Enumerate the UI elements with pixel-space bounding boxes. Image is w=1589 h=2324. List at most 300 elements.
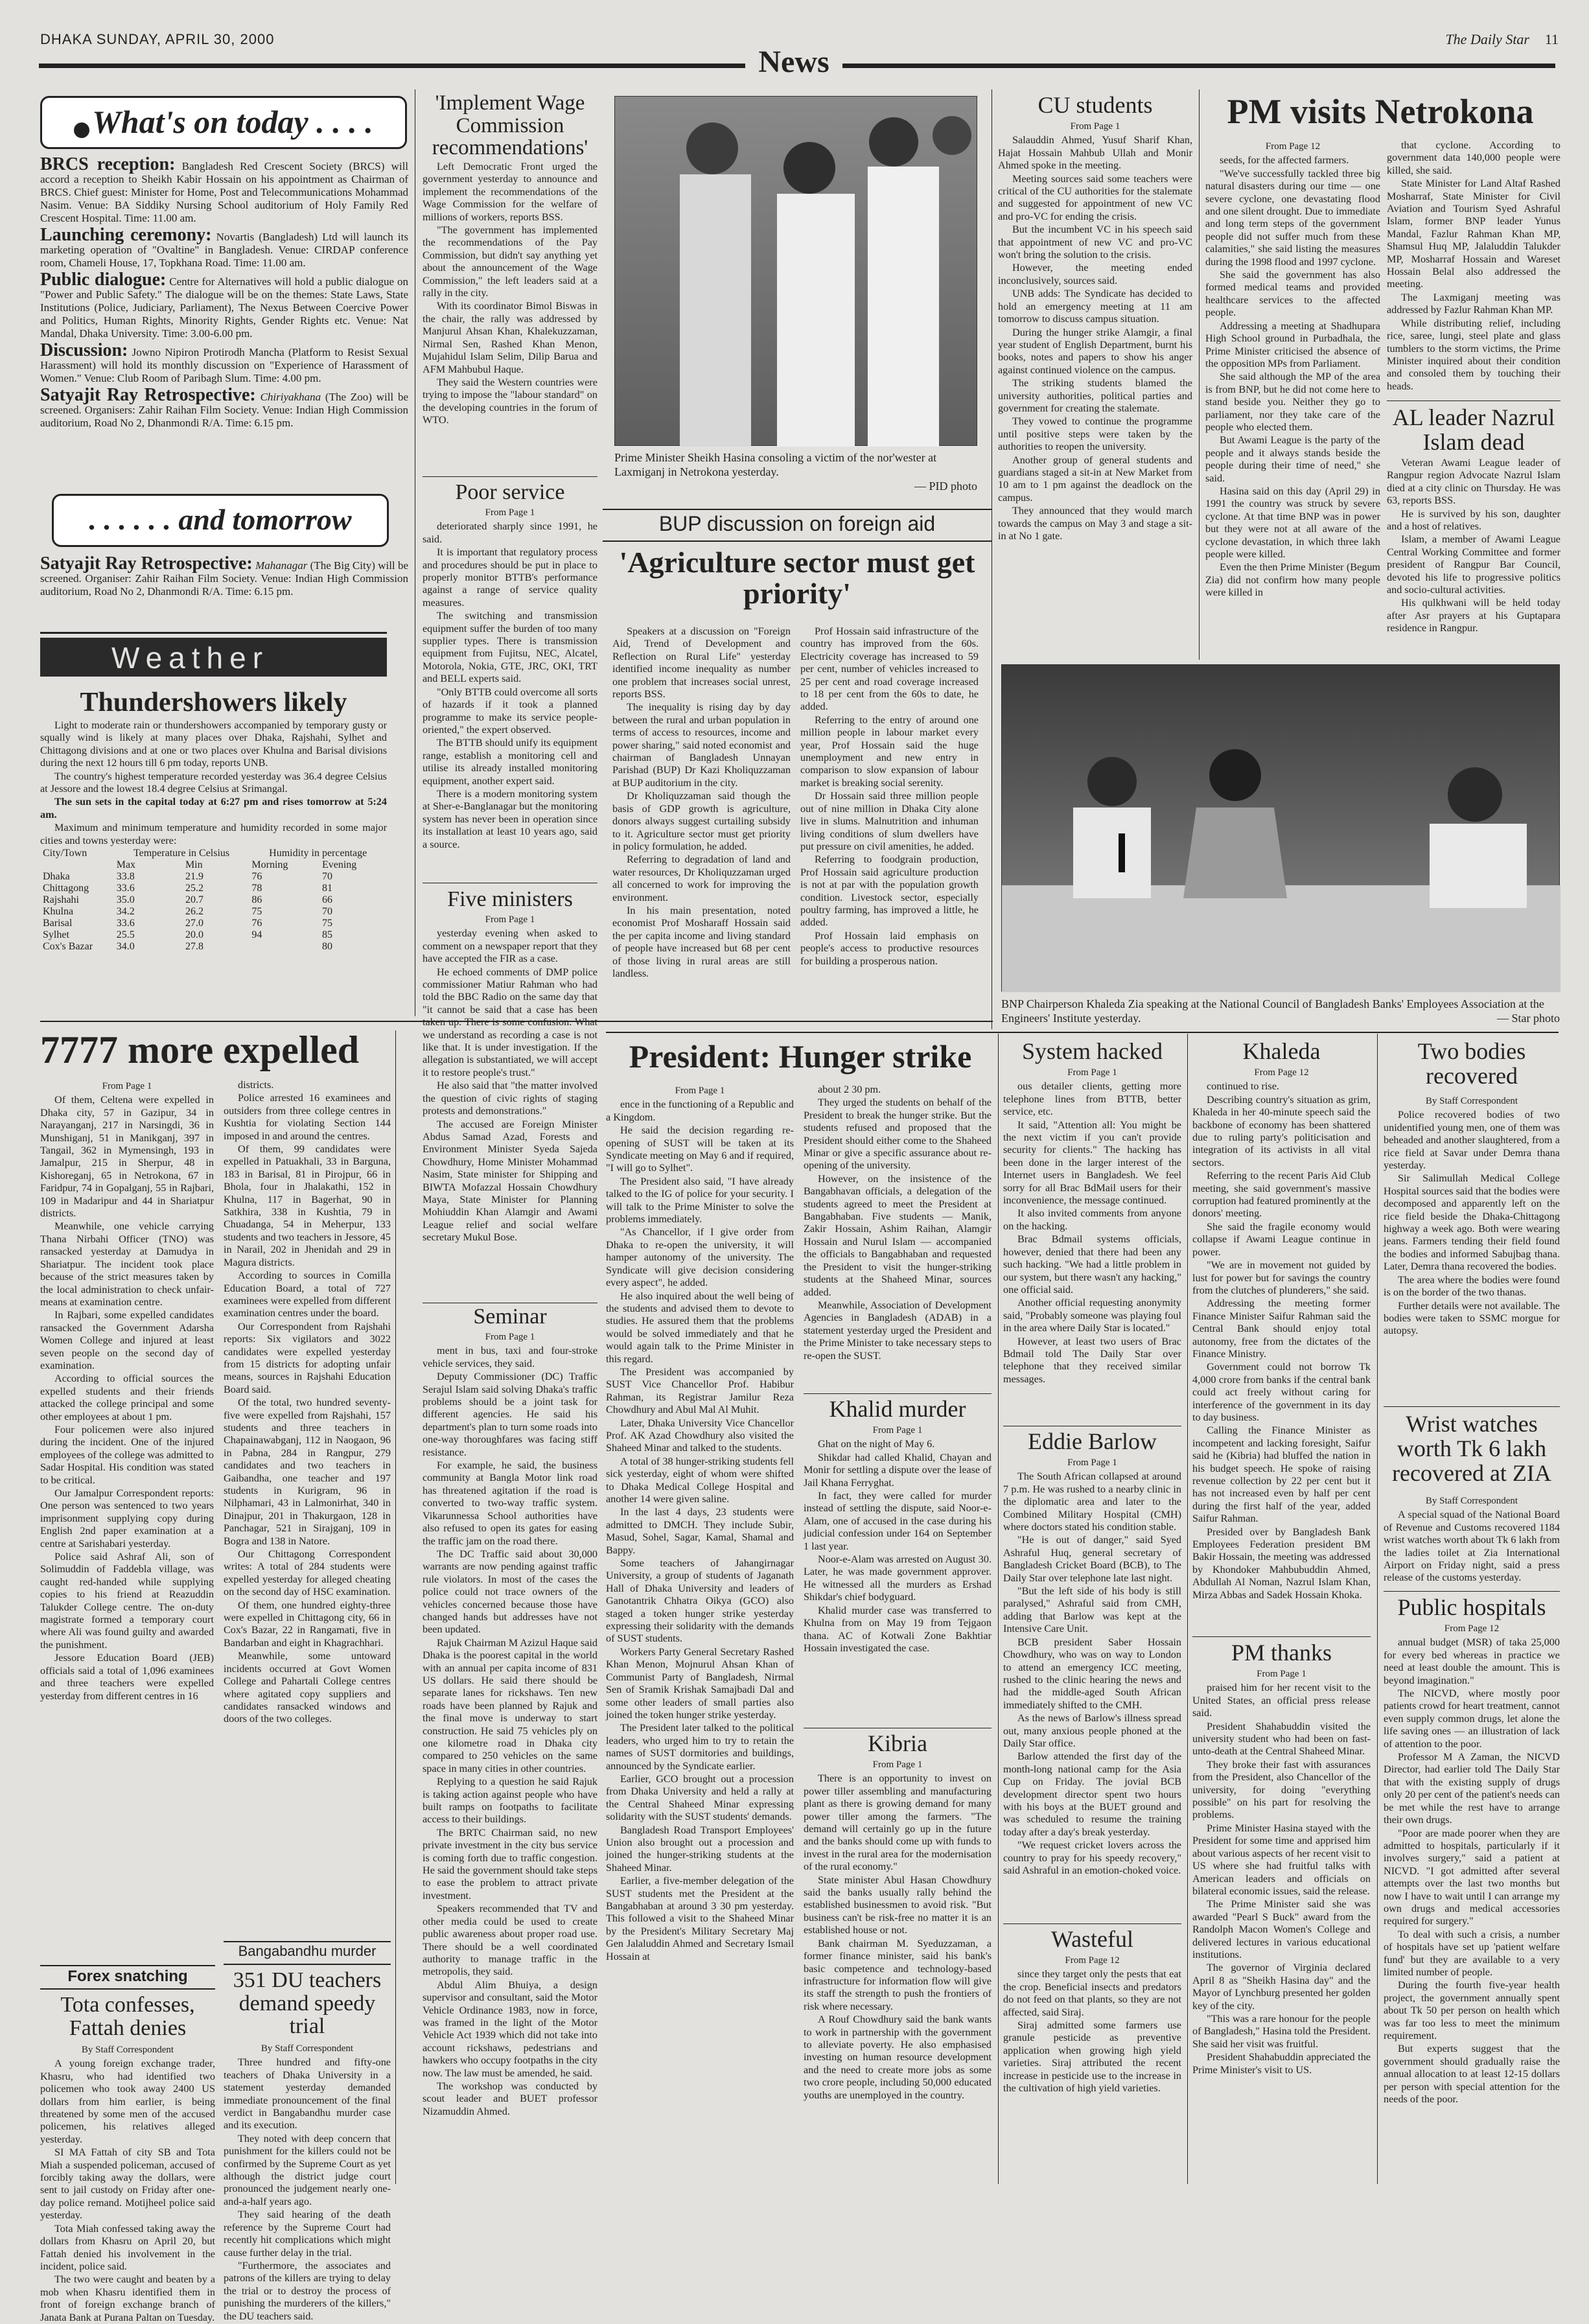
from-page: From Page 1	[485, 507, 535, 518]
paragraph: "Poor are made poorer when they are admitted to hospitals, particularly if it involves surgery," said a patient at NICVD. "I got admitted after several attempts over the last two months but now I have to wait until I can arrange my own drugs and medical accessories required for surgery."	[1384, 1827, 1560, 1927]
paragraph: ment in bus, taxi and four-stroke vehicle services, they said.	[423, 1345, 597, 1369]
weather-headline: Thundershowers likely	[80, 688, 347, 717]
paragraph: Presided over by Bangladesh Bank Employees Federation president BM Bakir Hossain, the meeting was addressed by Khondoker Mahbubuddin Ahmed, Abdullah Al Noman, Nazrul Islam Khan, Mirza Abbas and Sadek Hossain Khoka.	[1192, 1526, 1371, 1601]
from-page: From Page 1	[675, 1086, 725, 1096]
paragraph: "But the left side of his body is still paralysed," Ashraful said from CMH, adding that Barlow was kept at the Intensive Care Unit.	[1003, 1585, 1181, 1635]
poor-service-body	[423, 505, 597, 881]
paragraph: The President also said, "I have already talked to the IG of police for your security. I will talk to the Prime Minister to solve the problems immediately.	[606, 1175, 794, 1226]
col-divider-5	[998, 1034, 999, 2184]
from-page: From Page 1	[1257, 1669, 1306, 1679]
paragraph: Earlier, a five-member delegation of the SUST students met the President at the Bangabhaban at around 3 30 pm yesterday. This followed a visit to the Shaheed Minar by the President's Military Secretary Maj Gen Jalaluddin Ahmed and Secretary Ismail Hossain at	[606, 1875, 794, 1962]
two-bodies-headline: Two bodies recovered	[1417, 1038, 1526, 1089]
paragraph: Of them, one hundred eighty-three were expelled in Chittagong city, 66 in Cox's Bazar, 22 in Rangamati, five in Bandarban and eight in Khagrachhari.	[224, 1599, 391, 1649]
paragraph: President Shahabuddin visited the university student who had been on fast-unto-death at the Central Shaheed Minar.	[1192, 1720, 1371, 1758]
murder-kicker: Bangabandhu murder	[238, 1943, 377, 1959]
caption-text: Prime Minister Sheikh Hasina consoling a victim of the nor'wester at Laxmiganj in Netrokona yesterday.	[614, 451, 937, 478]
nazrul-body	[1387, 457, 1560, 658]
paragraph: Shikdar had called Khalid, Chayan and Monir for settling a dispute over the lease of Jail Khana Ferryghat.	[804, 1451, 992, 1489]
weather-row	[40, 929, 387, 941]
weather-text-3: Maximum and minimum temperature and humidity recorded in some major cities and towns yesterday were:	[40, 822, 387, 846]
seminar-body	[423, 1330, 597, 2184]
paragraph: They broke their fast with assurances from the President, also Chancellor of the university, for doing "everything possible" on his part for resolving the problems.	[1192, 1758, 1371, 1821]
paragraph: Hasina said on this day (April 29) in 1991 the country was struck by severe cyclone. At that time BNP was in power but they were not at all aware of the cyclone devastation, in which three lakh people were killed.	[1205, 485, 1380, 560]
paragraph: that cyclone. According to government data 140,000 people were killed, she said.	[1387, 139, 1560, 176]
paragraph: "We've successfully tackled three big natural disasters during our time — one severe cyclone, one devastating flood and one silent drought. Due to immediate and long term steps of the government people did not suffer much from these calamities," she said listing the measures during the 1998 flood and 1997 cyclone.	[1205, 167, 1380, 268]
col-temp: Temperature in Celsius	[133, 848, 230, 859]
system-hacked-body	[1003, 1065, 1181, 1425]
col-divider-7	[1377, 1034, 1378, 2184]
weather-top-rule	[40, 632, 387, 634]
event-lead: Satyajit Ray Retrospective:	[40, 385, 256, 405]
paper-name: The Daily Star	[1445, 31, 1529, 47]
paragraph: However, on the insistence of the Bangabhavan officials, a delegation of the students agreed to meet the President at Bangabhaban. Five students — Manik, Zakir Hossain, Ashim Raihan, Alamgir Hossain and Nurul Islam — accompanied the officials to Bangabhaban and requested the President to visit the hunger-striking students at the Shaheed Minar, sources added.	[804, 1172, 992, 1298]
paragraph: Deputy Commissioner (DC) Traffic Serajul Islam said solving Dhaka's traffic problems should be a joint task for different agencies. He said his department's plan to turn some roads into one-way thoroughfares was facing stiff resistance.	[423, 1371, 597, 1458]
paragraph: They announced that they would march towards the campus on May 3 and stage a sit-in at No 1 gate.	[998, 505, 1192, 542]
event-item	[40, 385, 409, 430]
paragraph: "This was a rare honour for the people of Bangladesh," Hasina told the President. She said her visit was fruitful.	[1192, 2012, 1371, 2050]
expelled-col-1	[40, 1079, 214, 1964]
paragraph: Police arrested 16 examinees and outsiders from three college centres in Kushtia for violating Section 144 imposed in and around the centres.	[224, 1092, 391, 1142]
event-lead: Satyajit Ray Retrospective:	[40, 553, 253, 574]
watches-rule	[1384, 1406, 1560, 1407]
paragraph: Speakers at a discussion on "Foreign Aid, Trend of Development and Reflection on Rural Life" yesterday identified income inequality as number one problem that increases social unrest, reports BSS.	[612, 625, 791, 701]
paragraph: Tota Miah confessed taking away the dollars from Khasru on April 20, but Fattah denied his involvement in the incident, police said.	[40, 2222, 215, 2272]
event-item	[40, 340, 409, 385]
expelled-headline: 7777 more expelled	[40, 1028, 360, 1071]
paragraph: Another group of general students and guardians staged a sit-in at New Market from 10 am to 1 pm against the deadlock on the campus.	[998, 454, 1192, 504]
cu-students-headline: CU students	[1038, 92, 1153, 118]
weather-cell: 75	[321, 918, 332, 929]
paragraph: A total of 38 hunger-striking students fell sick yesterday, eight of whom were shifted to Dhaka Medical College Hospital and another 14 were given saline.	[606, 1455, 794, 1505]
wage-body	[423, 161, 597, 478]
byline: By Staff Correspondent	[261, 2043, 354, 2054]
event-text: Centre for Alternatives will hold a public dialogue on "Power and Public Safety." The dialogue will be on the themes: State Laws, State Institutions (Police, Judiciary, Parliament), The Nexus Between Coercive Power and Politics, Human Rights, Minority Rights, Gender Rights etc. Venue: Nat Mandal, Dhaka University. Time: 3.00-6.00 pm.	[40, 275, 408, 340]
paragraph: "As Chancellor, if I give order from Dhaka to re-open the university, it will hamper autonomy of the university. The Syndicate will give decision considering every aspect", he added.	[606, 1226, 794, 1289]
paragraph: BCB president Saber Hossain Chowdhury, who was on way to London to attend an emergency ICC meeting, rushed to the clinic hearing the news and had the middle-aged South African immediately shifted to the CMH.	[1003, 1636, 1181, 1711]
weather-cell: 76	[251, 918, 262, 929]
col-morning: Morning	[251, 859, 288, 871]
paragraph: continued to rise.	[1207, 1080, 1279, 1093]
event-lead: Launching ceremony:	[40, 225, 212, 245]
from-page: From Page 1	[1070, 121, 1120, 132]
paragraph: In Rajbari, some expelled candidates ransacked the Government Adarsha Women College and injured at least seven people on the second day of examination.	[40, 1309, 214, 1371]
paragraph: Workers Party General Secretary Rashed Khan Menon, Mojnurul Ahsan Khan of Communist Party of Bangladesh, Nirmal Sen of Sramik Krishak Samajbadi Dal and some other leaders of small parties also joined the token hunger strike yesterday.	[606, 1645, 794, 1721]
paragraph: He said the decision regarding re-opening of SUST will be taken at its Syndicate meeting on May 6 and if required, "I will go to Sylhet".	[606, 1124, 794, 1174]
paragraph: She said the government has also formed medical teams and provided healthcare services to the affected people.	[1205, 269, 1380, 319]
pm-visits-headline: PM visits Netrokona	[1227, 92, 1534, 131]
paragraph: But experts suggest that the government should gradually raise the annual allocation to at least 12-15 dollars per person with special attention for the needs of the poor.	[1384, 2043, 1560, 2106]
paragraph: The governor of Virginia declared April 8 as "Sheikh Hasina day" and the Mayor of Lynchburg presented her golden key of the city.	[1192, 1962, 1371, 2012]
weather-cell: 33.8	[116, 871, 135, 883]
weather-cell: Rajshahi	[43, 894, 79, 906]
paragraph: Prof Hossain said infrastructure of the country has improved from the 60s. Electricity coverage has increased to 59 per cent, number of vehicles increased to 25 per cent and road coverage increased to 18 per cent from the 60s to date, he added.	[800, 625, 979, 713]
paragraph: SI MA Fattah of city SB and Tota Miah a suspended policeman, accused of forcibly taking away the dollars, were sent to jail custody on Friday after one-day police remand. Motijheel police said yesterday.	[40, 2146, 215, 2222]
from-page: From Page 1	[1067, 1067, 1117, 1078]
weather-cell: Sylhet	[43, 929, 69, 941]
paragraph: Referring to foodgrain production, Prof Hossain said agriculture production is not at par with the population growth condition. Livestock sector, especially poultry farming, has improved a little, he added.	[800, 854, 979, 929]
paragraph: The South African collapsed at around 7 p.m. He was rushed to a nearby clinic in the diplomatic area and later to the Combined Military Hospital (CMH) where doctors stated his condition stable.	[1003, 1470, 1181, 1533]
col-divider-4	[1199, 89, 1200, 660]
paragraph: Our Jamalpur Correspondent reports: One person was sentenced to two years imprisonment supplying copy during English 2nd paper examination at a centre at Sarishabari yesterday.	[40, 1487, 214, 1550]
paragraph: There is a modern monitoring system at Sher-e-Banglanagar but the monitoring system has never been in operation since its installation at least 10 years ago, said a source.	[423, 787, 597, 850]
from-page: From Page 1	[872, 1760, 923, 1770]
forex-body	[40, 2043, 215, 2323]
paragraph: Jessore Education Board (JEB) officials said a total of 1,096 examinees and three teachers were expelled yesterday from different centres in 16	[40, 1652, 214, 1702]
paragraph: Calling the Finance Minister as incompetent and lacking foresight, Saifur said he (Kibria) had bluffed the nation in his budget speech. He spoke of raising revenue collection by 22 per cent but it has not increased even by half per cent during the first half of the year, added Saifur Rahman.	[1192, 1424, 1371, 1525]
paragraph: It said, "Attention all: You might be the next victim if you can't provide security for clients." The hacking has been done in the larger interest of the Internet users in Bangladesh. We feel sorry for all Brac BdMail users for their inconvenience, the message continued.	[1003, 1119, 1181, 1207]
weather-cell: 66	[321, 894, 332, 906]
two-bodies-body	[1384, 1094, 1560, 1405]
paragraph: Of the total, two hundred seventy-five were expelled from Rajshahi, 157 students and three teachers in Chapainawabganj, 112 in Naogaon, 96 in Pabna, 284 in Rangpur, 279 candidates and two teachers in Gaibandha, one teacher and 197 students in Kurigram, 96 in Nilphamari, 43 in Lalmonirhat, 340 in Dinajpur, 201 in Thakurgaon, 128 in Panchagar, 521 in Sirajganj, 109 in Bogra and 138 in Natore.	[224, 1397, 391, 1547]
seminar-headline: Seminar	[423, 1305, 597, 1331]
from-page: From Page 12	[1254, 1067, 1309, 1078]
paragraph: Brac Bdmail systems officials, however, denied that there had been any such hacking. "We had a little problem in our system, but there wasn't any hacking," one official said.	[1003, 1233, 1181, 1296]
banner-title: . . . . . . and tomorrow	[89, 503, 352, 536]
paragraph: They noted with deep concern that punishment for the killers could not be confirmed by the Supreme Court as yet although the district judge court pronounced the judgement nearly one-and-a-half years ago.	[224, 2132, 391, 2207]
paragraph: The President was accompanied by SUST Vice Chancellor Prof. Habibur Rahman, its Registrar Jamilur Reza Chowdhury and Abul Mal Al Muhit.	[606, 1365, 794, 1416]
paragraph: The inequality is rising day by day between the rural and urban population in terms of access to resources, income and power sharing," said noted economist and chairman of Bangladesh Unnayan Parishad (BUP) Dr Kazi Kholiquzzaman at BUP auditorium in the city.	[612, 701, 791, 789]
col-city: City/Town	[43, 848, 87, 859]
paragraph: Meanwhile, Association of Development Agencies in Bangladesh (ADAB) in a statement yesterday urged the President and the Prime Minister to take necessary steps to re-open the SUST.	[804, 1299, 992, 1362]
page-number: 11	[1544, 31, 1559, 47]
event-film-title: Chiriyakhana	[260, 391, 321, 403]
paragraph: He also inquired about the well being of the students and advised them to devote to studies. He assured them that the problems would be solved immediately and that he would again talk to the Prime Minister in this regard.	[606, 1290, 794, 1365]
event-item	[40, 553, 408, 598]
kibria-headline: Kibria	[868, 1730, 927, 1756]
event-lead: Public dialogue:	[40, 270, 167, 290]
paragraph: Bangladesh Road Transport Employees' Union also brought out a procession and joined the hunger-striking students at the Shaheed Minar.	[606, 1824, 794, 1874]
khalid-rule	[804, 1393, 992, 1394]
from-page: From Page 12	[1265, 141, 1321, 152]
col-humidity: Humidity in percentage	[269, 848, 367, 859]
caption-text: BNP Chairperson Khaleda Zia speaking at the National Council of Bangladesh Banks' Employees Association at the Engineers' Institute yesterday.	[1001, 997, 1544, 1025]
nazrul-headline: AL leader Nazrul Islam dead	[1392, 404, 1555, 455]
paragraph: In fact, they were called for murder instead of settling the dispute, said Noor-e-Alam, one of accused in the case during his judicial confession under 164 on September 1 last year.	[804, 1490, 992, 1552]
bullet-dot	[74, 122, 89, 138]
paragraph: Some teachers of Jahangirnagar University, a group of students of Jaganath Hall of Dhaka University and leaders of Ganotantrik Chhatra Oikya (GCO) also staged a token hunger strike yesterday expressing their solidarity with the demands of SUST students.	[606, 1557, 794, 1645]
khalid-murder-body	[804, 1423, 992, 1728]
paragraph: But the incumbent VC in his speech said that appointment of new VC and pro-VC won't bring the solution to the crisis.	[998, 224, 1192, 261]
paragraph: They urged the students on behalf of the President to break the hunger strike. But the students refused and proposed that the President should either come to the Shaheed Minar or give a specific assurance about re-opening of the university.	[804, 1097, 992, 1172]
event-item	[40, 270, 408, 340]
weather-report	[40, 719, 387, 1015]
weather-cell: 33.6	[116, 918, 135, 929]
weather-cell: 21.9	[185, 871, 203, 883]
weather-cell: 80	[321, 941, 332, 953]
forex-headline: Tota confesses, Fattah denies	[60, 1993, 195, 2040]
paragraph: He echoed comments of DMP police commissioner Matiur Rahman who had told the BBC Radio on the same day that "it cannot be said that a case has been taken up. There is some confusion. What we understand as recording a case is not like that. It is under investigation. If the allegation is substantiated, we will accept it to restore people's trust."	[423, 966, 597, 1078]
khalid-murder-headline: Khalid murder	[829, 1396, 966, 1422]
weather-cell: 20.0	[185, 929, 203, 941]
paragraph: "The government has implemented the recommendations of the Pay Commission, but didn't say anything yet about the announcement of the Wage Commission," the left leaders said at a rally in the city.	[423, 224, 597, 299]
weather-cell: 25.5	[116, 929, 135, 941]
forex-rule-2	[40, 1988, 215, 1990]
whats-on-today-list	[40, 154, 409, 495]
paragraph: seeds, for the affected farmers.	[1220, 154, 1349, 167]
paragraph: Referring to the entry of around one million people in labour market every year, Prof Hossain said the huge unemployment and new entry in comparison to slow expansion of labour market is breaking social serenity.	[800, 714, 979, 789]
from-page: From Page 1	[1067, 1458, 1117, 1468]
paragraph: The BTTB should unify its equipment range, establish a monitoring cell and utilise its already installed monitoring equipment, another expert said.	[423, 737, 597, 787]
paragraph: A Rouf Chowdhury said the bank wants to work in partnership with the government to alleviate poverty. He also emphasised investing on human resource development and the need to create more jobs as some two crore people, including 50,000 educated youths are unemployed in the country.	[804, 2014, 992, 2101]
forex-kicker: Forex snatching	[67, 1968, 188, 1985]
paragraph: He also said that "the matter involved the question of civic rights of staging protests and demonstrations."	[423, 1080, 597, 1117]
paragraph: Islam, a member of Awami League Central Working Committee and former president of Rangpur Bar Council, devoted his life to progressive politics and socio-cultural activities.	[1387, 533, 1560, 596]
paragraph: Referring to degradation of land and water resources, Dr Kholiquzzaman urged all concerned to work for improving the environment.	[612, 854, 791, 903]
weather-cell: 34.0	[116, 941, 135, 953]
weather-banner-label: Weather	[111, 641, 270, 675]
paragraph: There is an opportunity to invest on power tiller assembling and manufacturing plant as there is growing demand for many power tiller among the farmers. "The demand will certainly go up in the future and the banks should come up with funds to invest in the rural area for the modernisation of the rural economy."	[804, 1772, 992, 1873]
byline: By Staff Correspondent	[81, 2045, 174, 2055]
paragraph: The President later talked to the political leaders, who urged him to try to retain the names of SUST dormitories and buildings, announced by the Syndicate earlier.	[606, 1722, 794, 1772]
event-text: (The Big City) will be screened. Organiser: Zahir Raihan Film Society. Venue: Indian High Commission auditorium, Road No 2, Dhanmondi R/A. Time: 6.15 pm.	[40, 559, 408, 598]
paragraph: But Awami League is the party of the people and it always stands beside the people during their time of need," she said.	[1205, 434, 1380, 484]
byline: By Staff Correspondent	[1425, 1496, 1518, 1506]
photo-credit: — PID photo	[914, 480, 977, 493]
poor-service-headline: Poor service	[455, 480, 565, 504]
paragraph: According to sources in Comilla Education Board, a total of 727 examinees were expelled from different examination centres under the board.	[224, 1270, 391, 1319]
bup-rule-2	[603, 540, 992, 542]
wrist-watches-headline: Wrist watches worth Tk 6 lakh recovered at ZIA	[1392, 1411, 1551, 1486]
paragraph: Even the then Prime Minister (Begum Zia) did not confirm how many people were killed in	[1205, 561, 1380, 599]
thanks-rule	[1192, 1636, 1371, 1637]
weather-cell: 27.0	[185, 918, 203, 929]
paragraph: annual budget (MSR) of taka 25,000 for every bed whereas in practice we need at least double the amount. This is beyond imagination."	[1384, 1636, 1560, 1686]
paragraph: With its coordinator Bimol Biswas in the chair, the rally was addressed by Manjurul Ahsan Khan, Khalekuzzaman, Nirmal Sen, Rashed Khan Menon, Mujahidul Islam Selim, Dilip Barua and AFM Mahbubul Haque.	[423, 300, 597, 375]
murder-headline: 351 DU teachers demand speedy trial	[233, 1968, 382, 2039]
col-min: Min	[185, 859, 203, 871]
system-hacked-headline: System hacked	[1022, 1038, 1163, 1064]
event-lead: Discussion:	[40, 340, 128, 360]
tomorrow-list	[40, 553, 408, 622]
weather-cell: Barisal	[43, 918, 73, 929]
paragraph: Khalid murder case was transferred to Khulna from on May 19 from Tejgaon thana. AC of Kotwali Zone Bakhtiar Hossain investigated the case.	[804, 1604, 992, 1654]
kibria-body	[804, 1758, 992, 2185]
byline: By Staff Correspondent	[1425, 1096, 1518, 1106]
weather-cell: 81	[321, 883, 332, 894]
photo-credit: — Star photo	[1497, 1012, 1560, 1025]
paragraph: While distributing relief, including rice, saree, lungi, steel plate and glass tumblers to the storm victims, the Prime Minister inquired about their condition and consoled them by touching their heads.	[1387, 317, 1560, 392]
paragraph: Addressing the meeting former Finance Minister Saifur Rahman said the Central Bank should enjoy total autonomy, free from the dictates of the Finance Ministry.	[1192, 1297, 1371, 1360]
hospitals-rule	[1384, 1591, 1560, 1592]
paragraph: Of them, 99 candidates were expelled in Patuakhali, 33 in Barguna, 183 in Barisal, 81 in Pirojpur, 66 in Bhola, four in Jhalakathi, 152 in Khulna, 117 in Bagerhat, 90 in Satkhira, 338 in Kushtia, 79 in Chuadanga, 54 in Meherpur, 133 students and two teachers in Jessore, 45 in Narail, 202 in Jhenidah and 29 in Magura districts.	[224, 1143, 391, 1268]
paragraph: She said the fragile economy would collapse if Awami League continue in power.	[1192, 1220, 1371, 1258]
bup-col-1	[612, 625, 791, 1014]
paragraph: However, at least two users of Brac Bdmail told The Daily Star over telephone that they received similar messages.	[1003, 1335, 1181, 1385]
eddie-barlow-headline: Eddie Barlow	[1028, 1428, 1157, 1454]
paragraph: Three hundred and fifty-one teachers of Dhaka University in a statement yesterday demanded immediate pronouncement of the final verdict in Bangabandhu murder case and its execution.	[224, 2056, 391, 2132]
photo1-caption	[614, 450, 977, 494]
event-text: Novartis (Bangladesh) Ltd will launch its marketing operation of "Ovaltine" in Bangladesh. Venue: CIRDAP conference room, Chameli House, 17, Topkhana Road. Time: 11.00 am.	[40, 231, 408, 269]
wasteful-body	[1003, 1953, 1181, 2185]
paragraph: Noor-e-Alam was arrested on August 30. Later, he was made government approver. He witnessed all the murders as Ershad Shikdar's chief bodyguard.	[804, 1553, 992, 1603]
cu-students-body	[998, 119, 1192, 657]
paragraph: The NICVD, where mostly poor patients crowd for heart treatment, cannot even supply common drugs, let alone the life saving ones — an illustration of lack of attention to the poor.	[1384, 1688, 1560, 1750]
paragraph: districts.	[238, 1079, 274, 1091]
president-rule	[606, 1032, 1559, 1033]
paragraph: Prof Hossain laid emphasis on people's access to productive resources for building a prosperous nation.	[800, 929, 979, 967]
paragraph: A young foreign exchange trader, Khasru, who had identified two policemen who took away 2400 US dollars from him earlier, is being threatened by some men of the accused policemen, his relatives alleged yesterday.	[40, 2058, 215, 2145]
weather-cell: Cox's Bazar	[43, 941, 93, 953]
paragraph: Abdul Alim Bhuiya, a design supervisor and consultant, said the Motor Vehicle Ordinance 1983, now in force, was framed in the light of the Motor Vehicle Act 1939 which did not take into account rickshaws, pedestrians and hawkers who occupy footpaths in the city now. The law must be amended, he said.	[423, 1979, 597, 2079]
weather-cell: 78	[251, 883, 262, 894]
president-col-1	[606, 1084, 794, 2185]
paragraph: about 2 30 pm.	[818, 1084, 881, 1095]
paragraph: The DC Traffic said about 30,000 warrants are now pending against traffic rule violators. In most of the cases the police could not trace owners of the vehicles concerned because those have changed hands but addresses have not been updated.	[423, 1548, 597, 1636]
murder-rule-2	[224, 1964, 391, 1965]
paragraph: since they target only the pests that eat the crop. Beneficial insects and predators do not feed on that plants, so they are not affected, said Siraj.	[1003, 1968, 1181, 2018]
weather-cell: Khulna	[43, 906, 74, 918]
paragraph: Rajuk Chairman M Azizul Haque said Dhaka is the poorest capital in the world with an annual per capita income of 831 US dollars. He said there should be separate lanes for rickshaws. Ten new roads have been planned by Rajuk and the final move is underway to start construction. He said 75 vehicles ply on one kilometre road in Dhaka city compared to 250 vehicles on the same space in many cities in other countries.	[423, 1636, 597, 1774]
khaleda-body	[1192, 1065, 1371, 1636]
paragraph: Dr Hossain said three million people out of nine million in Dhaka City alone live in slums. Malnutrition and inhuman living conditions of slum dwellers have put pressure on civil amenities, he added.	[800, 790, 979, 852]
paragraph: It is important that regulatory process and procedures should be put in place to properly monitor BTTB's performance against a range of service quality measures.	[423, 546, 597, 609]
paragraph: Police said Ashraf Ali, son of Solimuddin of Faddebla village, was caught red-handed while supplying copies to his friend at Reazuddin Talukder College centre. The on-duty magistrate formed a temporary court where Ali was found guilty and awarded the punishment.	[40, 1551, 214, 1651]
poor-rule	[423, 476, 597, 477]
weather-cell: Chittagong	[43, 883, 89, 894]
khaleda-zia-photo	[1001, 664, 1560, 992]
weather-cell: 35.0	[116, 894, 135, 906]
section-title: News	[745, 44, 842, 80]
weather-cell	[249, 941, 319, 953]
paragraph: Further details were not available. The bodies were taken to SSMC morgue for autopsy.	[1384, 1299, 1560, 1337]
bup-rule	[603, 509, 992, 510]
paragraph: Government could not borrow Tk 4,000 crore from banks if the central bank could act freely without caring for interference of the government in its day to day business.	[1192, 1361, 1371, 1423]
banner-title: What's on today . . . .	[92, 104, 373, 140]
col-max: Max	[116, 859, 136, 871]
paragraph: During the hunger strike Alamgir, a final year student of English Department, burnt his books, notes and papers to show his anger against continued violence on the campus.	[998, 326, 1192, 376]
paragraph: They said the Western countries were trying to impose the "labour standard" on the developing countries in the forum of WTO.	[423, 376, 597, 426]
bup-kicker: BUP discussion on foreign aid	[658, 512, 936, 535]
weather-row	[40, 918, 387, 929]
photo-silhouette	[615, 97, 978, 447]
murder-body	[224, 2041, 391, 2322]
paragraph: "We request cricket lovers across the country to pray for his speedy recovery," said Ashraful in an emotion-choked voice.	[1003, 1839, 1181, 1876]
paragraph: ence in the functioning of a Republic and a Kingdom.	[606, 1098, 794, 1123]
paragraph: The area where the bodies were found is on the border of the two thanas.	[1384, 1273, 1560, 1299]
paragraph: For example, he said, the business community at Bangla Motor link road has threatened agitation if the road is converted to two-way traffic system. Vikarunnessa School authorities have also refused to open its gates for easing the traffic jam on the road there.	[423, 1459, 597, 1547]
weather-cell: 70	[321, 906, 332, 918]
wage-headline: 'Implement Wage Commission recommendations'	[432, 91, 588, 160]
event-text: (The Zoo) will be screened. Organisers: Zahir Raihan Film Society. Venue: Indian High Commission auditorium, Road No 2, Dhanmondi R/A. Time: 6.15 pm.	[40, 391, 409, 429]
paragraph: UNB adds: The Syndicate has decided to hold an emergency meeting at 11 am tomorrow to discuss campus situation.	[998, 288, 1192, 325]
paragraph: "We are in movement not guided by lust for power but for savings the country from the clutches of plunderers," she said.	[1192, 1259, 1371, 1296]
event-item	[40, 154, 409, 225]
paragraph: During the fourth five-year health project, the government annually spent about Tk 50 per person on health which was far too less to meet the minimum requirement.	[1384, 1979, 1560, 2041]
from-page: From Page 12	[1065, 1955, 1120, 1966]
paragraph: "He is out of danger," said Syed Ashraful Huq, general secretary of Bangladesh Cricket Board (BCB), to The Daily Star over telephone late last night.	[1003, 1534, 1181, 1584]
paragraph: "Only BTTB could overcome all sorts of hazards if it took a planned programme to make its service people-oriented," the expert observed.	[423, 686, 597, 736]
weather-cell: 27.8	[185, 941, 203, 953]
weather-table	[40, 848, 387, 953]
from-page: From Page 1	[485, 914, 535, 925]
expelled-col-2	[224, 1079, 391, 1941]
paragraph: Another official requesting anonymity said, "Probably someone was playing foul in the area where Daily Star is located."	[1003, 1297, 1181, 1334]
paragraph: Dr Kholiquzzaman said though the basis of GDP growth is agriculture, donors always suggest curtailing subsidy to it. Agriculture sector must get priority in policy formulation, he added.	[612, 790, 791, 852]
murder-rule	[224, 1941, 391, 1942]
paragraph: He is survived by his son, daughter and a host of relatives.	[1387, 507, 1560, 533]
paragraph: Siraj admitted some farmers use granule pesticide as preventive application when growing high yield varieties. Siraj attributed the recent increase in pesticide use to the increase in the cultivation of high yield varieties.	[1003, 2019, 1181, 2095]
bup-col-2	[800, 625, 979, 1014]
event-film-title: Mahanagar	[255, 559, 308, 572]
paragraph: Addressing a meeting at Shadhupara High School ground in Purbadhala, the Prime Minister criticised the absence of the opposition MPs from Parliament.	[1205, 320, 1380, 369]
paragraph: Meeting sources said some teachers were critical of the CU authorities for the stalemate and suggested for appointment of new VC and pro-VC for ending the crisis.	[998, 172, 1192, 222]
paragraph: She said although the MP of the area is from BNP, but he did not come here to stand beside you. Neither they go to parliament, nor they take care of the people who elected them.	[1205, 371, 1380, 433]
weather-row	[40, 883, 387, 894]
and-tomorrow-banner	[52, 494, 389, 547]
paragraph: Meanwhile, one vehicle carrying Thana Nirbahi Officer (TNO) was ransacked yesterday at Damudya in Shariatpur. The incident took place because of the strict measures taken by the local administration to check unfair-means at examination centre.	[40, 1220, 214, 1308]
paragraph: Veteran Awami League leader of Rangpur region Advocate Nazrul Islam died at a city clinic on Thursday. He was 63, reports BSS.	[1387, 457, 1560, 507]
hasina-netrokona-photo	[614, 96, 977, 446]
paragraph: Barlow attended the first day of the month-long national camp for the Asia Cup on Friday. The jovial BCB development director spent two hours with his boys at the BUET ground and was scheduled to resume the training today after a day's break yesterday.	[1003, 1750, 1181, 1838]
event-text: Jowno Nipiron Protirodh Mancha (Platform to Resist Sexual Harassment) will hold its monthly discussion on "Experience of Harassment of Women." Venue: Club Room of Paribagh Slum. Time: 4.00 pm.	[40, 346, 409, 384]
paragraph: The BRTC Chairman said, no new private investment in the city bus service is coming forth due to traffic congestion. He said the government should take steps to ease the problem to attract private investment.	[423, 1826, 597, 1901]
paragraph: yesterday evening when asked to comment on a newspaper report that they have accepted the FIR as a case.	[423, 927, 597, 965]
pm-visits-col-1	[1205, 139, 1380, 658]
paragraph: To deal with such a crisis, a number of hospitals have set up 'patient welfare fund' but they are available to a very limited number of people.	[1384, 1928, 1560, 1978]
paragraph: Our Correspondent from Rajshahi reports: Six vigilators and 3022 candidates were expelled yesterday from 15 districts for adopting unfair means, sources in Rajshahi Education Board said.	[224, 1320, 391, 1395]
paragraph: Four policemen were also injured during the incident. One of the injured employees of the college was admitted to Sadar Hospital. His condition was stated to be critical.	[40, 1423, 214, 1486]
weather-text: Light to moderate rain or thundershowers accompanied by temporary gusty or squally wind is likely at many places over Dhaka, Rajshahi, Sylhet and Chittagong divisions and at one or two places over Khulna and Barisal divisions during the next 12 hours till 6 pm today, reports UNB.	[40, 719, 387, 769]
from-page: From Page 1	[102, 1081, 152, 1091]
paragraph: State Minister for Land Altaf Rashed Mosharraf, State Minister for Civil Aviation and Tourism Syed Ashraful Islam, former BNP leader Yunus Mandal, Fazlur Rahman Khan MP, Shamsul Huq MP, Jalaluddin Talukder MP, Mosharraf Hossain and Wareset Hossain Belal also addressed the meeting.	[1387, 178, 1560, 290]
paragraph: In his main presentation, noted economist Prof Mosharaff Hossain said the per capita income and living standard of people have increased but 68 per cent of those living in rural areas are still landless.	[612, 904, 791, 979]
paragraph: "Furthermore, the associates and patrons of the killers are trying to delay the trial or to destroy the process of punishing the murderers of the killers," the DU teachers said.	[224, 2259, 391, 2322]
from-page: From Page 1	[872, 1425, 923, 1435]
paragraph: Referring to the recent Paris Aid Club meeting, she said government's massive corruption had featured prominently at the donors' meeting.	[1192, 1170, 1371, 1220]
eddie-barlow-body	[1003, 1456, 1181, 1922]
paragraph: ous detailer clients, getting more telephone lines from BTTB, better service, etc.	[1003, 1080, 1181, 1118]
paragraph: A special squad of the National Board of Revenue and Customs recovered 1184 wrist watches worth about Tk 6 lakh from the ladies toilet at Zia International Airport on Friday night, said a press release of the customs yesterday.	[1384, 1509, 1560, 1584]
paragraph: According to official sources the expelled students and their friends attacked the college principal and some other employees at about 1 pm.	[40, 1373, 214, 1423]
sun-times: The sun sets in the capital today at 6:27 pm and rises tomorrow at 5:24 am.	[40, 796, 387, 820]
col-divider-6	[1187, 1034, 1188, 2184]
weather-cell: 25.2	[185, 883, 203, 894]
pm-visits-col-2	[1387, 139, 1560, 399]
paragraph: The Prime Minister said she was awarded "Pearl S Buck" award from the Randolph Macon Women's College and delivered lectures in various educational institutions.	[1192, 1898, 1371, 1960]
paragraph: Meanwhile, some untoward incidents occurred at Govt Women College and Pahartali College centres where agitated copy suppliers and candidates ransacked windows and doors of the two colleges.	[224, 1650, 391, 1725]
paragraph: In the last 4 days, 23 students were admitted to DMCH. They include Subir, Masud, Sohel, Sagar, Kamal, Shamal and Bappy.	[606, 1506, 794, 1556]
paragraph: The Laxmiganj meeting was addressed by Fazlur Rahman Khan MP.	[1387, 291, 1560, 316]
weather-cell: 76	[251, 871, 262, 883]
paragraph: Of them, Celtena were expelled in Dhaka city, 57 in Gazipur, 34 in Narayanganj, 217 in Narsingdi, 36 in Munshiganj, 51 in Manikganj, 397 in Tangail, 362 in Mymensingh, 193 in Jamalpur, 215 in Sherpur, 48 in Kishoreganj, 65 in Netrokona, 67 in Faridpur, 74 in Gopalganj, 55 in Rajbari, 109 in Madaripur and 44 in Shariatpur districts.	[40, 1094, 214, 1220]
wasteful-rule	[1003, 1923, 1181, 1924]
paragraph: Professor M A Zaman, the NICVD Director, had earlier told The Daily Star that with the existing supply of drugs only 20 per cent of the patient's needs can be met while the rest have to arrange their own drugs.	[1384, 1751, 1560, 1826]
masthead-date: DHAKA SUNDAY, APRIL 30, 2000	[40, 31, 275, 47]
col-divider-2	[395, 1030, 396, 2184]
paragraph: Police recovered bodies of two unidentified young men, one of them was beheaded and another slaughtered, from a rice field at Savar under Demra thana yesterday.	[1384, 1109, 1560, 1172]
photo2-caption	[1001, 997, 1560, 1027]
paragraph: Our Chittagong Correspondent writes: A total of 284 students were expelled yesterday for alleged cheating on the second day of HSC examination.	[224, 1548, 391, 1598]
bup-headline: 'Agriculture sector must get priority'	[619, 546, 975, 610]
paragraph: State minister Abul Hasan Chowdhury said the banks usually rally behind the established businessmen to avoid risk. "But business can't be risk-free no matter it is an established house or not.	[804, 1874, 992, 1936]
from-page: From Page 12	[1444, 1623, 1500, 1634]
paragraph: Ghat on the night of May 6.	[818, 1438, 935, 1450]
col-evening: Evening	[321, 859, 357, 871]
weather-cell: 34.2	[116, 906, 135, 918]
paragraph: Prime Minister Hasina stayed with the President for some time and apprised him about various aspects of her recent visit to US where she had fruitful talks with American leaders and officials on bilateral economic issues, said the release.	[1192, 1822, 1371, 1897]
paragraph: The switching and transmission equipment suffer the burden of too many supplier types. There is transmission equipment from Fujitsu, NEC, Alcatel, Motorola, Nokia, GTE, JRC, OKI, TRT and BELL experts said.	[423, 610, 597, 685]
president-col-2	[804, 1084, 992, 1395]
paragraph: Replying to a question he said Rajuk is taking action against people who have built ramps on footpaths to facilitate access to their buildings.	[423, 1776, 597, 1826]
paragraph: The workshop was conducted by scout leader and BUET professor Nizamuddin Ahmed.	[423, 2080, 597, 2117]
paragraph: The striking students blamed the university authorities, political parties and government for creating the stalemate.	[998, 377, 1192, 414]
khaleda-headline: Khaleda	[1242, 1038, 1321, 1064]
paragraph: Speakers recommended that TV and other media could be used to create public awareness about proper road use. There should be a well coordinated authority to manage traffic in the metropolis, they said.	[423, 1903, 597, 1978]
weather-row	[40, 941, 387, 953]
wrist-watches-body	[1384, 1494, 1560, 1591]
forex-rule	[40, 1965, 215, 1966]
event-lead: BRCS reception:	[40, 154, 176, 174]
